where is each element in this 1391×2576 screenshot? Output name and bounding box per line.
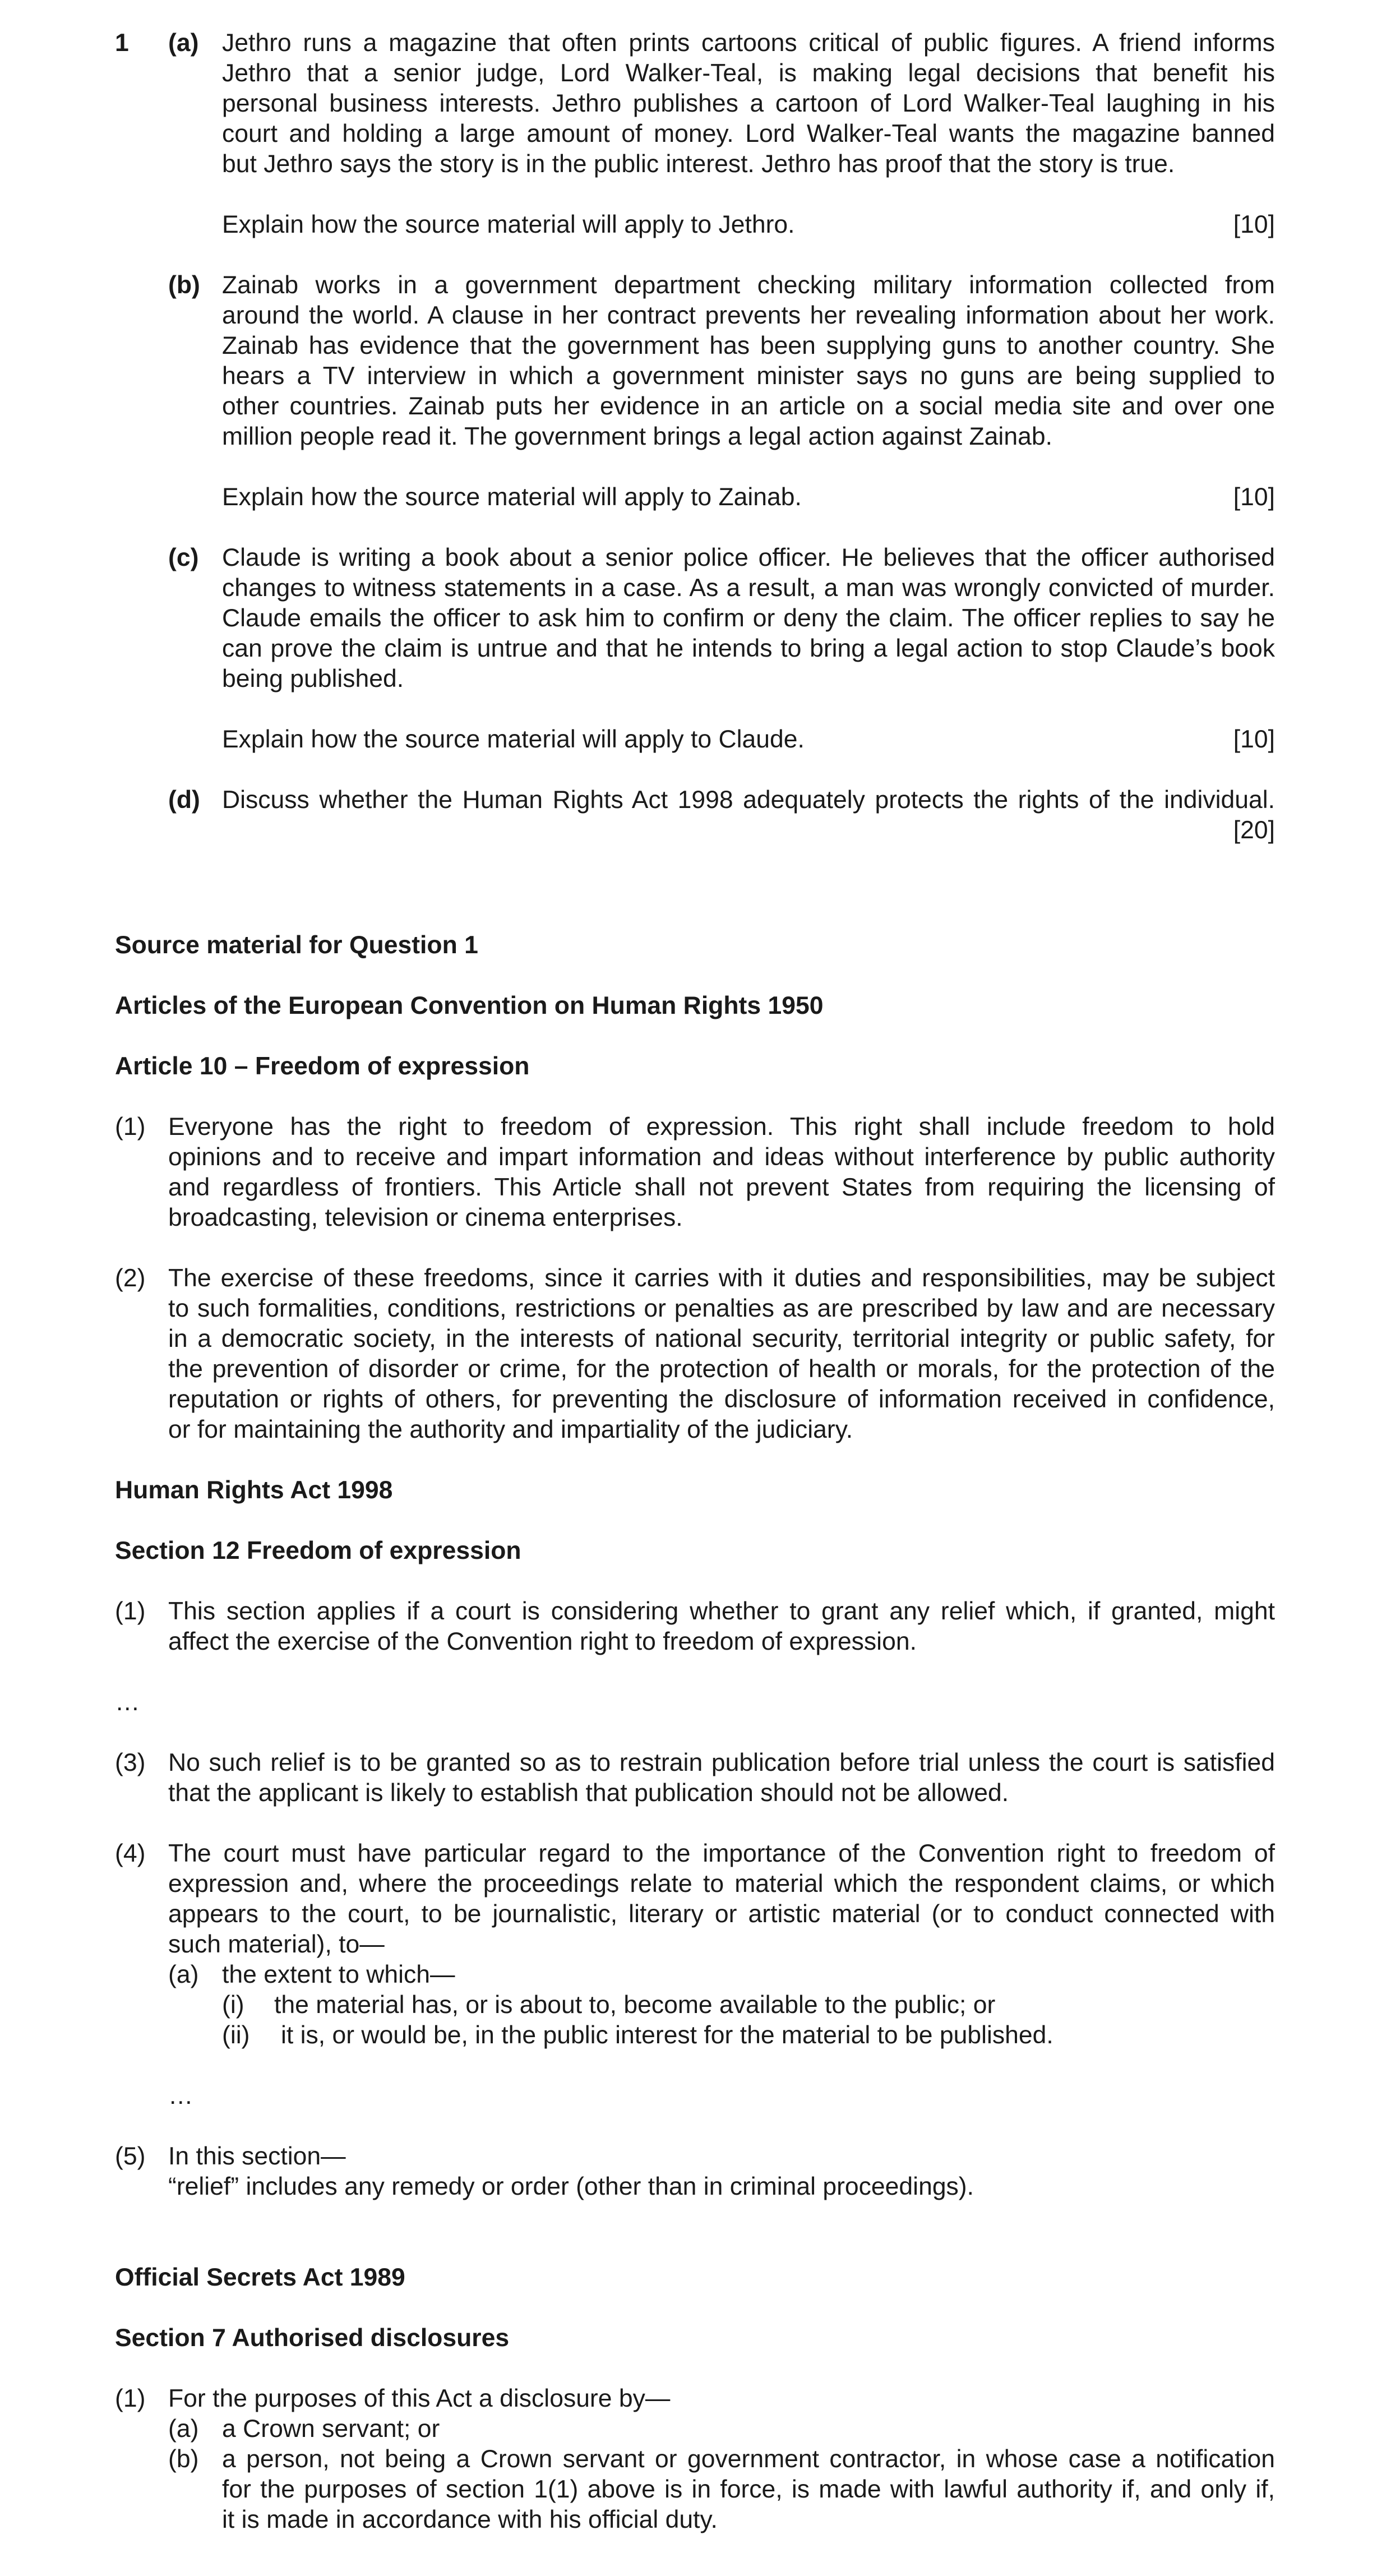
article-10-para-1-line: Everyone has the right to freedom of expression. This right shall include freedom to hold bbox=[168, 1113, 1275, 1141]
osa-s7-1-a-text: a Crown servant; or bbox=[222, 2415, 440, 2443]
hra-s12-3-line: that the applicant is likely to establish that publication should not be allowed. bbox=[168, 1779, 1009, 1807]
part-d-label: (d) bbox=[168, 786, 200, 814]
hra-s12-4-line: The court must have particular regard to the importance of the Convention right to freedom of bbox=[168, 1840, 1275, 1867]
echr-title: Articles of the European Convention on Human Rights 1950 bbox=[115, 992, 824, 1019]
article-10-para-1-line: broadcasting, television or cinema enterprises. bbox=[168, 1204, 683, 1231]
osa-title: Official Secrets Act 1989 bbox=[115, 2264, 405, 2291]
part-a-marks: [10] bbox=[1233, 211, 1275, 238]
part-c-task: Explain how the source material will apply to Claude. bbox=[222, 726, 805, 753]
article-10-para-2-num: (2) bbox=[115, 1264, 146, 1292]
hra-s12-4-line: such material), to— bbox=[168, 1931, 385, 1958]
source-heading: Source material for Question 1 bbox=[115, 931, 478, 959]
hra-s12-1-line: This section applies if a court is considering whether to grant any relief which, if granted, might bbox=[168, 1598, 1275, 1625]
part-a-line: personal business interests. Jethro publishes a cartoon of Lord Walker-Teal laughing in his bbox=[222, 90, 1275, 117]
part-a-line: Jethro that a senior judge, Lord Walker-Teal, is making legal decisions that benefit his bbox=[222, 59, 1275, 87]
part-c-label: (c) bbox=[168, 544, 199, 571]
osa-s7-1-b-line: for the purposes of section 1(1) above is in force, is made with lawful authority if, and only if, bbox=[222, 2476, 1275, 2503]
hra-s12-1-line: affect the exercise of the Convention right to freedom of expression. bbox=[168, 1628, 917, 1655]
hra-s12-1-num: (1) bbox=[115, 1598, 146, 1625]
part-b-label: (b) bbox=[168, 271, 200, 299]
part-b-line: other countries. Zainab puts her evidence in an article on a social media site and over one bbox=[222, 393, 1275, 420]
hra-s12-4-ii-text: it is, or would be, in the public interest for the material to be published. bbox=[281, 2021, 1053, 2049]
part-d-marks: [20] bbox=[1233, 816, 1275, 844]
hra-s12-4-a-label: (a) bbox=[168, 1961, 199, 1988]
osa-s7-1-b-label: (b) bbox=[168, 2445, 199, 2473]
ellipsis: … bbox=[115, 1688, 140, 1716]
part-d-line: Discuss whether the Human Rights Act 1998 adequately protects the rights of the individual. bbox=[222, 786, 1275, 814]
part-c-marks: [10] bbox=[1233, 726, 1275, 753]
part-c-line: being published. bbox=[222, 665, 404, 693]
article-10-para-2-line: reputation or rights of others, for preventing the disclosure of information received in confidence, bbox=[168, 1386, 1275, 1413]
hra-s12-5-line: In this section— bbox=[168, 2143, 346, 2170]
osa-s7-1-b-line: it is made in accordance with his official duty. bbox=[222, 2506, 718, 2533]
part-a-line: court and holding a large amount of money. Lord Walker-Teal wants the magazine banned bbox=[222, 120, 1275, 147]
question-number: 1 bbox=[115, 29, 129, 57]
part-a-task: Explain how the source material will apply to Jethro. bbox=[222, 211, 795, 238]
part-b-line: Zainab has evidence that the government has been supplying guns to another country. She bbox=[222, 332, 1275, 359]
part-b-line: Zainab works in a government department checking military information collected from bbox=[222, 271, 1275, 299]
osa-s7-1-a-label: (a) bbox=[168, 2415, 199, 2443]
article-10-para-2-line: to such formalities, conditions, restrictions or penalties as are prescribed by law and are necessary bbox=[168, 1295, 1275, 1322]
osa-s7-1-b-line: a person, not being a Crown servant or government contractor, in whose case a notification bbox=[222, 2445, 1275, 2473]
hra-s12-4-a-text: the extent to which— bbox=[222, 1961, 455, 1988]
part-c-line: Claude is writing a book about a senior police officer. He believes that the officer authorised bbox=[222, 544, 1275, 571]
part-a-line: but Jethro says the story is in the public interest. Jethro has proof that the story is true. bbox=[222, 150, 1175, 178]
osa-s7-1-text: For the purposes of this Act a disclosure by— bbox=[168, 2385, 671, 2412]
article-10-para-1-line: and regardless of frontiers. This Article shall not prevent States from requiring the licensing of bbox=[168, 1174, 1275, 1201]
hra-s12-4-i-text: the material has, or is about to, become available to the public; or bbox=[274, 1991, 996, 2019]
hra-section-12-title: Section 12 Freedom of expression bbox=[115, 1537, 521, 1564]
part-b-task: Explain how the source material will apply to Zainab. bbox=[222, 483, 802, 511]
part-b-line: around the world. A clause in her contract prevents her revealing information about her work. bbox=[222, 302, 1275, 329]
osa-s7-1-num: (1) bbox=[115, 2385, 146, 2412]
part-b-line: hears a TV interview in which a government minister says no guns are being supplied to bbox=[222, 362, 1275, 390]
article-10-para-1-num: (1) bbox=[115, 1113, 146, 1141]
hra-s12-4-line: expression and, where the proceedings relate to material which the respondent claims, or which bbox=[168, 1870, 1275, 1898]
hra-title: Human Rights Act 1998 bbox=[115, 1476, 393, 1504]
part-c-line: Claude emails the officer to ask him to confirm or deny the claim. The officer replies to say he bbox=[222, 604, 1275, 632]
hra-s12-5-line: “relief” includes any remedy or order (other than in criminal proceedings). bbox=[168, 2173, 974, 2200]
article-10-title: Article 10 – Freedom of expression bbox=[115, 1052, 530, 1080]
hra-s12-4-line: appears to the court, to be journalistic, literary or artistic material (or to conduct connected with bbox=[168, 1900, 1275, 1928]
hra-s12-4-num: (4) bbox=[115, 1840, 146, 1867]
part-a-label: (a) bbox=[168, 29, 199, 57]
part-b-line: million people read it. The government brings a legal action against Zainab. bbox=[222, 423, 1052, 450]
article-10-para-2-line: in a democratic society, in the interests of national security, territorial integrity or public safety, for bbox=[168, 1325, 1275, 1352]
part-b-marks: [10] bbox=[1233, 483, 1275, 511]
hra-s12-3-line: No such relief is to be granted so as to restrain publication before trial unless the court is satisfied bbox=[168, 1749, 1275, 1776]
hra-s12-4-ii-label: (ii) bbox=[222, 2021, 250, 2049]
part-c-line: changes to witness statements in a case. As a result, a man was wrongly convicted of murder. bbox=[222, 574, 1275, 602]
part-c-line: can prove the claim is untrue and that he intends to bring a legal action to stop Claude’s book bbox=[222, 635, 1275, 662]
article-10-para-2-line: The exercise of these freedoms, since it carries with it duties and responsibilities, may be subject bbox=[168, 1264, 1275, 1292]
part-a-line: Jethro runs a magazine that often prints cartoons critical of public figures. A friend informs bbox=[222, 29, 1275, 57]
article-10-para-2-line: the prevention of disorder or crime, for the protection of health or morals, for the protection of the bbox=[168, 1355, 1275, 1383]
article-10-para-1-line: opinions and to receive and impart information and ideas without interference by public authority bbox=[168, 1143, 1275, 1171]
hra-s12-5-num: (5) bbox=[115, 2143, 146, 2170]
hra-s12-4-i-label: (i) bbox=[222, 1991, 244, 2019]
hra-s12-3-num: (3) bbox=[115, 1749, 146, 1776]
ellipsis: … bbox=[168, 2082, 193, 2109]
article-10-para-2-line: or for maintaining the authority and impartiality of the judiciary. bbox=[168, 1416, 853, 1443]
osa-section-7-title: Section 7 Authorised disclosures bbox=[115, 2324, 510, 2352]
